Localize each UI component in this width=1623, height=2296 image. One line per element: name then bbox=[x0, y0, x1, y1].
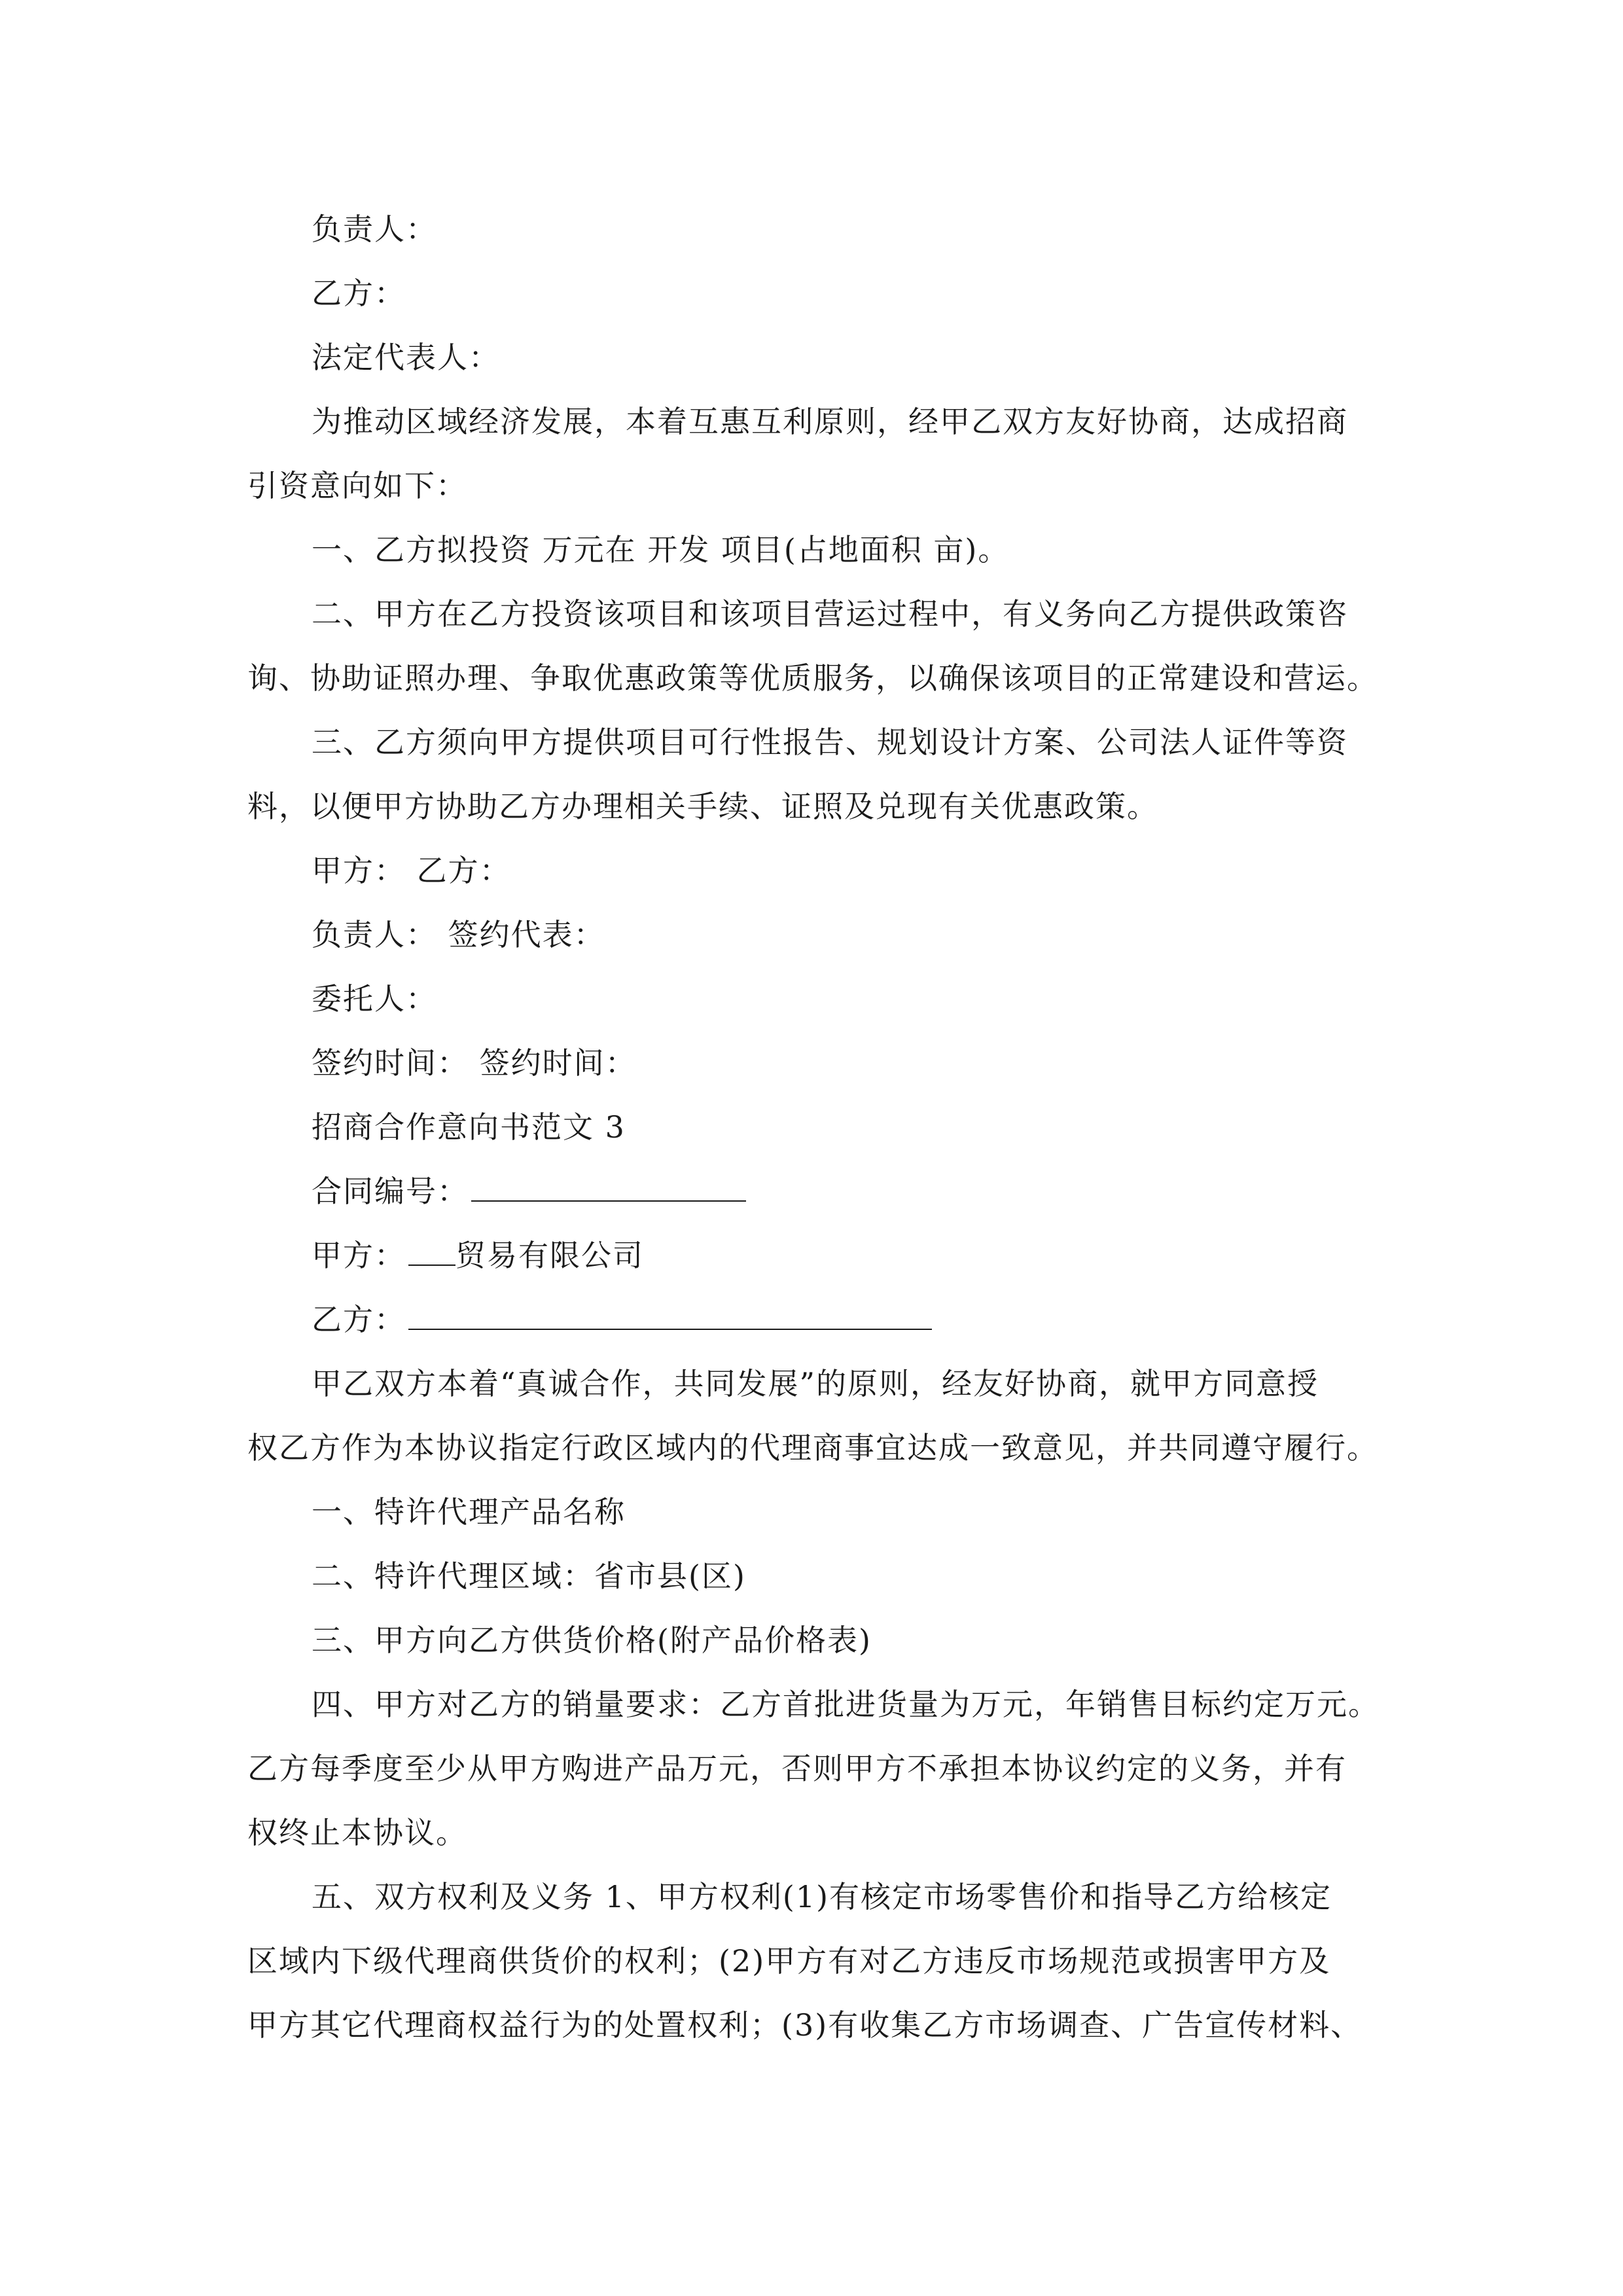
line-legal-representative: 法定代表人： bbox=[312, 340, 500, 375]
clause-2-line-2: 询、协助证照办理、争取优惠政策等优质服务，以确保该项目的正常建设和营运。 bbox=[247, 660, 1378, 696]
clause-3-line-2: 料，以便甲方协助乙方办理相关手续、证照及兑现有关优惠政策。 bbox=[247, 789, 1158, 824]
paragraph-intro-line-2: 引资意向如下： bbox=[247, 468, 467, 503]
signature-representatives: 负责人： 签约代表： bbox=[312, 917, 605, 952]
clause-1: 一、乙方拟投资 万元在 开发 项目(占地面积 亩)。 bbox=[312, 532, 1010, 567]
clause-2-line-1: 二、甲方在乙方投资该项目和该项目营运过程中，有义务向乙方提供政策咨 bbox=[312, 596, 1348, 632]
agency-clause-4-line-3: 权终止本协议。 bbox=[247, 1815, 467, 1850]
agency-clause-4-line-2: 乙方每季度至少从甲方购进产品万元，否则甲方不承担本协议约定的义务，并有 bbox=[247, 1751, 1347, 1786]
agency-clause-5-line-2: 区域内下级代理商供货价的权利；(2)甲方有对乙方违反市场规范或损害甲方及 bbox=[247, 1943, 1331, 1979]
line-party-b: 乙方： bbox=[312, 276, 406, 311]
agreement-intro-line-2: 权乙方作为本协议指定行政区域内的代理商事宜达成一致意见，并共同遵守履行。 bbox=[247, 1430, 1378, 1465]
contract-number-blank[interactable] bbox=[471, 1172, 746, 1202]
party-b-row bbox=[312, 1300, 932, 1339]
paragraph-intro-line-1: 为推动区域经济发展，本着互惠互利原则，经甲乙双方友好协商，达成招商 bbox=[312, 404, 1348, 439]
agency-clause-1: 一、特许代理产品名称 bbox=[312, 1494, 626, 1530]
party-a-label: 甲方： bbox=[312, 1238, 406, 1273]
agency-clause-3: 三、甲方向乙方供货价格(附产品价格表) bbox=[312, 1623, 872, 1658]
party-b-label: 乙方： bbox=[312, 1302, 406, 1337]
line-person-in-charge: 负责人： bbox=[312, 211, 437, 247]
agency-clause-4-line-1: 四、甲方对乙方的销量要求：乙方首批进货量为万元，年销售目标约定万元。 bbox=[312, 1687, 1380, 1722]
section-title: 招商合作意向书范文 3 bbox=[312, 1109, 626, 1145]
agency-clause-5-line-3: 甲方其它代理商权益行为的处置权利；(3)有收集乙方市场调查、广告宣传材料、 bbox=[247, 2007, 1363, 2043]
contract-number-row bbox=[312, 1172, 746, 1211]
party-a-row bbox=[312, 1236, 644, 1275]
clause-3-line-1: 三、乙方须向甲方提供项目可行性报告、规划设计方案、公司法人证件等资 bbox=[312, 725, 1348, 760]
agency-clause-2: 二、特许代理区域：省市县(区) bbox=[312, 1558, 746, 1594]
party-a-blank[interactable] bbox=[408, 1236, 455, 1266]
contract-number-label: 合同编号： bbox=[312, 1174, 469, 1209]
signature-agent: 委托人： bbox=[312, 981, 437, 1016]
party-a-company: 贸易有限公司 bbox=[455, 1238, 644, 1273]
agency-clause-5-line-1: 五、双方权利及义务 1、甲方权利(1)有核定市场零售价和指导乙方给核定 bbox=[312, 1879, 1332, 1914]
party-b-blank[interactable] bbox=[408, 1300, 932, 1330]
signature-parties: 甲方： 乙方： bbox=[312, 853, 511, 888]
signature-dates: 签约时间： 签约时间： bbox=[312, 1045, 637, 1081]
agreement-intro-line-1: 甲乙双方本着“真诚合作，共同发展”的原则，经友好协商，就甲方同意授 bbox=[312, 1366, 1319, 1401]
